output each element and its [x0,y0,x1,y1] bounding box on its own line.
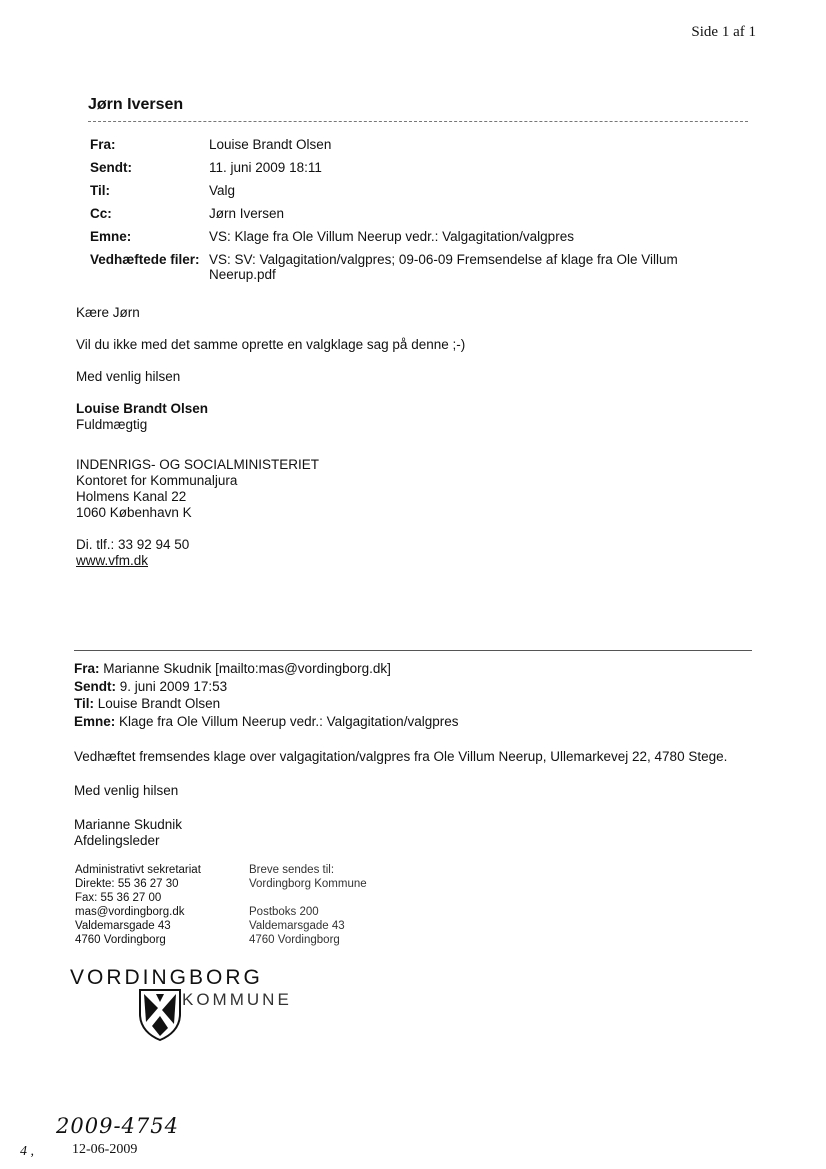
contact-block-left [75,863,201,947]
header-label: Sendt: [90,160,132,175]
contact-line: 4760 Vordingborg [75,934,166,946]
org-name: INDENRIGS- OG SOCIALMINISTERIET [76,457,320,472]
forward-divider [74,650,752,651]
fwd-closing: Med venlig hilsen [74,783,179,798]
fwd-from-label: Fra: [74,661,100,676]
case-number-stamp: 2009-4754 [56,1114,179,1138]
fwd-subject-label: Emne: [74,713,116,729]
phone-number: Di. tlf.: 33 92 94 50 [76,537,190,552]
header-label: Emne: [90,229,132,244]
fwd-from[interactable]: Marianne Skudnik [mailto:mas@vordingborg.dk] [103,661,391,676]
fwd-sender-title: Afdelingsleder [74,833,160,848]
header-value: 11. juni 2009 18:11 [209,160,322,175]
contact-line: Administrativt sekretariat [75,864,201,876]
fwd-message-text: Vedhæftet fremsendes klage over valgagitation/valgpres fra Ole Villum Neerup, Ullemarkevej 22, 4780 Stege. [74,749,728,764]
sender-title: Fuldmægtig [76,417,148,432]
attachment-list[interactable]: VS: SV: Valgagitation/valgpres; 09-06-09 Fremsendelse af klage fra Ole Villum Neerup.pdf [209,252,678,282]
header-value: Louise Brandt Olsen [209,137,332,152]
header-row-cc [90,202,729,225]
fwd-from-row [74,660,458,678]
city-address: 1060 København K [76,505,192,520]
header-row-to [90,179,729,202]
contact-spacer [249,891,367,905]
sender-name: Louise Brandt Olsen [76,401,209,416]
fwd-sent-row [74,678,458,696]
fwd-sent-label: Sendt: [74,678,116,694]
contact-line: Valdemarsgade 43 [249,920,345,932]
corner-mark: 4 , [20,1144,34,1159]
contact-email[interactable]: mas@vordingborg.dk [75,906,185,918]
fwd-to-row [74,695,458,713]
header-value: Valg [209,183,236,198]
fwd-sender-name: Marianne Skudnik [74,817,183,832]
header-value: Jørn Iversen [209,206,285,221]
message-body [76,305,465,569]
header-row-subject [90,225,729,248]
header-label: Cc: [90,206,112,221]
municipal-shield-icon [138,988,182,1042]
contact-line: Breve sendes til: [249,864,335,876]
contact-line: Direkte: 55 36 27 30 [75,878,179,890]
contact-line: Postboks 200 [249,906,319,918]
street-address: Holmens Kanal 22 [76,489,187,504]
logo-wordmark: VORDINGBORG [70,966,263,989]
fwd-subject-row [74,713,458,731]
contact-block-right [249,863,367,947]
fwd-subject: Klage fra Ole Villum Neerup vedr.: Valgagitation/valgpres [119,713,459,729]
closing: Med venlig hilsen [76,369,181,384]
header-label: Vedhæftede filer: [90,252,200,267]
fwd-to: Louise Brandt Olsen [97,696,221,711]
header-row-from [90,133,729,156]
contact-line: Valdemarsgade 43 [75,920,171,932]
fwd-to-label: Til: [74,696,94,711]
greeting: Kære Jørn [76,305,140,320]
header-value: VS: Klage fra Ole Villum Neerup vedr.: Valgagitation/valgpres [209,229,574,244]
header-row-sent [90,156,729,179]
fwd-sent: 9. juni 2009 17:53 [119,678,228,694]
logo-subtitle: KOMMUNE [182,990,292,1009]
received-date-stamp: 12-06-2009 [72,1142,138,1157]
header-row-attachments [90,248,729,282]
forwarded-header [74,660,458,730]
contact-line: 4760 Vordingborg [249,934,340,946]
header-label: Fra: [90,137,116,152]
email-header [90,133,729,282]
message-text: Vil du ikke med det samme oprette en valgklage sag på denne ;-) [76,337,466,352]
contact-line: Fax: 55 36 27 00 [75,892,162,904]
header-divider [88,121,748,122]
contact-line: Vordingborg Kommune [249,878,367,890]
page-number: Side 1 af 1 [691,24,756,40]
mailbox-owner: Jørn Iversen [88,96,184,113]
header-label: Til: [90,183,110,198]
forwarded-body [74,749,727,849]
office-name: Kontoret for Kommunaljura [76,473,238,488]
website-link[interactable]: www.vfm.dk [76,553,149,568]
